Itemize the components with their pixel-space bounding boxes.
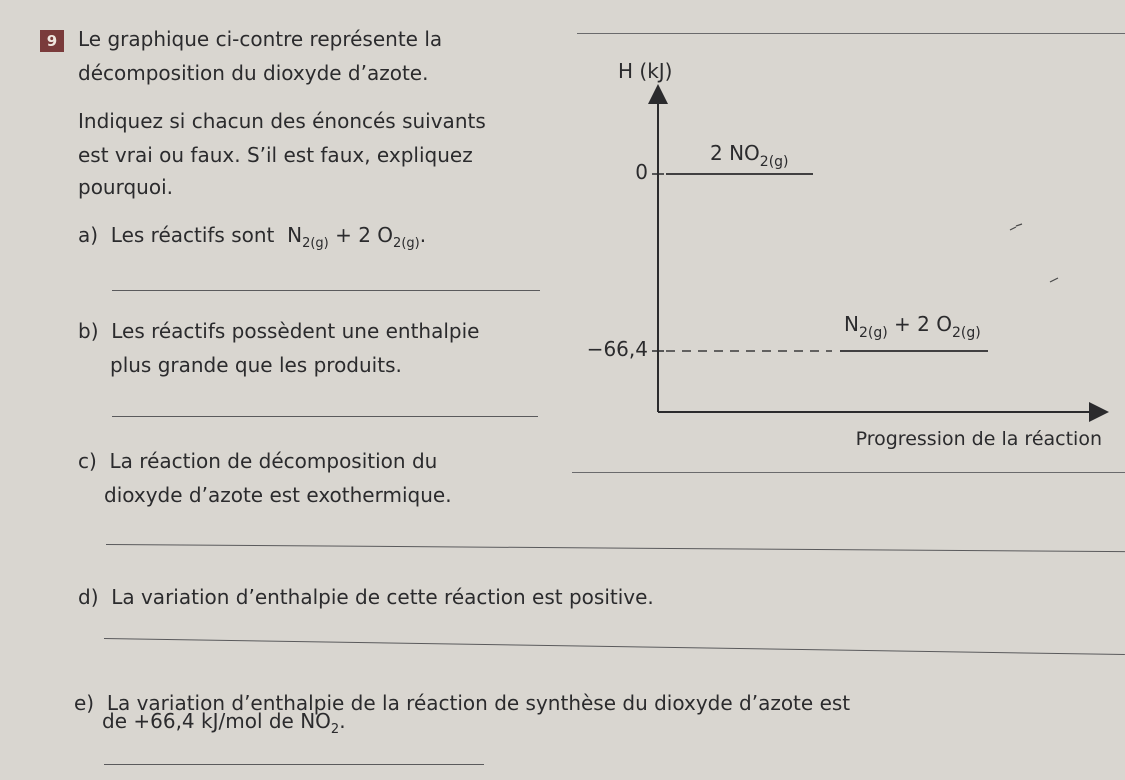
statement-a-formula: $N_{2(g)} + 2$ $O_{2(g)}$. — [287, 223, 427, 251]
ink-speck — [1010, 224, 1022, 230]
level-label-reactants: 2 $NO_{2(g)}$ — [710, 141, 789, 170]
y-tick-label: 0 — [635, 160, 648, 184]
instruction-line-2: est vrai ou faux. S’il est faux, expliquez — [78, 143, 473, 167]
answer-line-a[interactable] — [112, 290, 540, 291]
statement-e-line-1: e) La variation d’enthalpie de la réaction de synthèse du dioxyde d’azote est — [74, 691, 851, 715]
statement-b-line-2: plus grande que les produits. — [110, 353, 402, 377]
statement-a-text: Les réactifs sont — [110, 223, 275, 247]
statement-b-line-1: b) Les réactifs possèdent une enthalpie — [78, 319, 480, 343]
enthalpy-diagram — [560, 50, 1110, 460]
answer-line-c[interactable] — [106, 544, 1125, 552]
statement-a-prefix: a) — [78, 223, 99, 247]
statement-a — [78, 220, 426, 250]
statement-c-line-2: dioxyde d’azote est exothermique. — [104, 483, 452, 507]
instruction-line-1: Indiquez si chacun des énoncés suivants — [78, 109, 486, 133]
intro-line-2: décomposition du dioxyde d’azote. — [78, 61, 429, 85]
statement-c-line-1: c) La réaction de décomposition du — [78, 449, 438, 473]
chart-frame-top — [577, 33, 1125, 34]
level-label-products: $N_{2(g)} + 2$ $O_{2(g)}$ — [844, 312, 981, 341]
statement-d: d) La variation d’enthalpie de cette réaction est positive. — [78, 585, 654, 609]
y-axis-label: H (kJ) — [618, 59, 673, 83]
instruction-line-3: pourquoi. — [78, 175, 173, 199]
answer-line-e[interactable] — [104, 764, 484, 765]
intro-line-1: Le graphique ci-contre représente la — [78, 27, 443, 51]
answer-line-b[interactable] — [112, 416, 538, 417]
statement-e-line-2: de +66,4 kJ/mol de $NO_2$. — [102, 709, 346, 737]
chart-frame-bottom — [572, 472, 1125, 473]
exercise-number-badge: 9 — [40, 30, 64, 52]
answer-line-d[interactable] — [104, 638, 1125, 655]
x-axis-label: Progression de la réaction — [855, 428, 1102, 450]
ink-speck — [1050, 278, 1058, 282]
y-tick-label: −66,4 — [586, 337, 648, 361]
